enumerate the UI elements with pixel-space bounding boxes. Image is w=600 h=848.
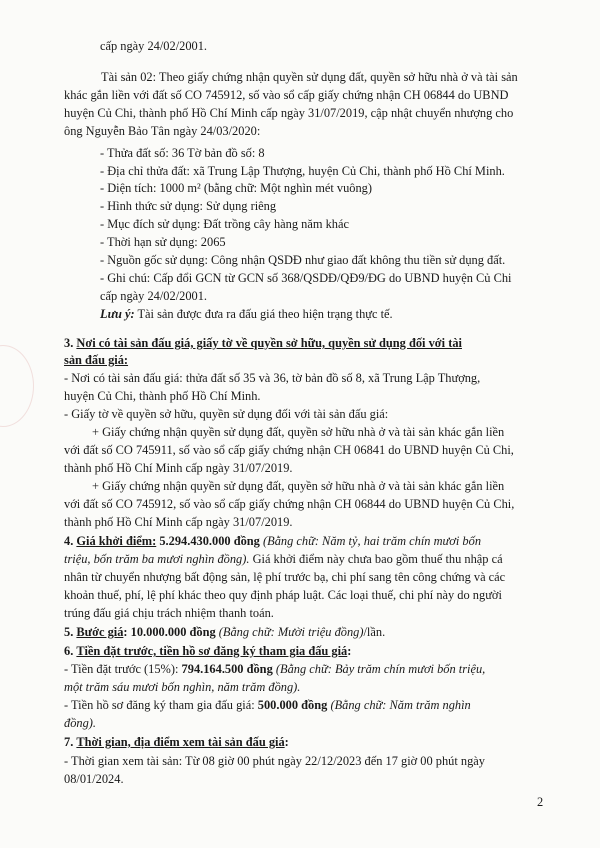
text-segment: cấp ngày 24/02/2001. xyxy=(100,289,208,303)
text-segment: Nơi có tài sản đấu giá, giấy tờ về quyền sở hữu, quyền sử dụng đối với tài xyxy=(76,336,462,350)
text-line xyxy=(100,289,207,304)
text-segment: - Tiền hồ sơ đăng ký tham gia đấu giá: xyxy=(64,698,258,712)
text-segment: 794.164.500 đồng xyxy=(181,662,273,676)
text-segment: 7. xyxy=(64,735,74,749)
text-segment: 500.000 đồng xyxy=(257,698,328,712)
text-segment: Bước giá xyxy=(76,625,124,639)
text-segment: : xyxy=(284,735,289,749)
text-segment: + Giấy chứng nhận quyền sử dụng đất, quyền sở hữu nhà ở và tài sản khác gắn liền xyxy=(92,425,505,439)
text-segment: Thời gian, địa điểm xem tài sản đấu giá xyxy=(76,735,285,749)
text-segment: - Thửa đất số: 36 Tờ bản đồ số: 8 xyxy=(100,146,265,160)
text-line xyxy=(64,588,502,603)
text-line xyxy=(64,371,480,386)
text-line xyxy=(64,443,514,458)
text-segment: - Ghi chú: Cấp đổi GCN từ GCN số 368/QSDĐ/QĐ9/ĐG do UBND huyện Củ Chi xyxy=(100,271,512,285)
text-segment: + Giấy chứng nhận quyền sử dụng đất, quyền sở hữu nhà ở và tài sản khác gắn liền xyxy=(92,479,505,493)
text-line xyxy=(64,680,300,695)
text-line xyxy=(100,307,393,322)
text-line xyxy=(64,754,485,769)
text-line xyxy=(100,39,207,54)
text-line xyxy=(92,425,504,440)
text-line xyxy=(92,479,504,494)
text-segment: - Thời gian xem tài sản: Từ 08 giờ 00 phút ngày 22/12/2023 đến 17 giờ 00 phút ngày xyxy=(64,754,485,768)
text-segment: triệu, bốn trăm ba mươi nghìn đồng). xyxy=(64,552,250,566)
text-segment: Tiền đặt trước, tiền hồ sơ đăng ký tham gia đấu giá xyxy=(76,644,348,658)
text-segment: đồng). xyxy=(64,716,97,730)
faded-stamp xyxy=(0,345,34,427)
text-segment: Tài sản 02: Theo giấy chứng nhận quyền sử dụng đất, quyền sở hữu nhà ở và tài sản xyxy=(101,70,518,84)
text-line xyxy=(100,164,505,179)
text-segment: (Bằng chữ: Mười triệu đồng) xyxy=(218,625,364,639)
text-segment: cấp ngày 24/02/2001. xyxy=(100,39,208,53)
text-segment: với đất số CO 745911, số vào sổ cấp giấy chứng nhận CH 06841 do UBND huyện Củ Chi, xyxy=(64,443,514,457)
text-segment: Tài sản được đưa ra đấu giá theo hiện trạng thực tế. xyxy=(134,307,393,321)
text-segment: khoản thuế, phí, lệ phí khác theo quy định pháp luật. Các loại thuế, chi phí này do người xyxy=(64,588,502,602)
section-heading xyxy=(64,644,351,659)
text-segment: Giá khởi điểm: xyxy=(76,534,157,548)
text-line xyxy=(64,606,274,621)
text-line xyxy=(64,88,508,103)
text-segment: 3. xyxy=(64,336,74,350)
text-segment: sản đấu giá: xyxy=(64,353,129,367)
text-segment: nhân từ chuyển nhượng bất động sản, lệ phí trước bạ, chi phí sang tên công chứng và các xyxy=(64,570,506,584)
text-segment: khác gắn liền với đất số CO 745912, số vào sổ cấp giấy chứng nhận CH 06844 do UBND xyxy=(64,88,509,102)
text-segment: - Hình thức sử dụng: Sử dụng riêng xyxy=(100,199,277,213)
text-segment: 6. xyxy=(64,644,74,658)
text-segment: thành phố Hồ Chí Minh cấp ngày 31/07/2019. xyxy=(64,515,293,529)
text-line xyxy=(64,772,124,787)
text-line xyxy=(100,181,372,196)
text-segment: - Địa chỉ thửa đất: xã Trung Lập Thượng, huyện Củ Chi, thành phố Hồ Chí Minh. xyxy=(100,164,505,178)
text-segment: ông Nguyễn Bảo Tân ngày 24/03/2020: xyxy=(64,124,261,138)
text-line xyxy=(64,515,293,530)
text-line xyxy=(100,199,276,214)
text-line xyxy=(64,461,293,476)
text-line xyxy=(100,271,511,286)
text-segment: với đất số CO 745912, số vào sổ cấp giấy chứng nhận CH 06844 do UBND huyện Củ Chi, xyxy=(64,497,515,511)
text-line xyxy=(64,106,513,121)
text-line xyxy=(64,570,505,585)
text-segment: (Bằng chữ: Năm trăm nghìn xyxy=(330,698,471,712)
text-line xyxy=(64,716,96,731)
text-segment: một trăm sáu mươi bốn nghìn, năm trăm đồng). xyxy=(64,680,301,694)
section-heading xyxy=(64,534,481,549)
text-line xyxy=(64,497,514,512)
text-segment: - Mục đích sử dụng: Đất trồng cây hàng năm khác xyxy=(100,217,349,231)
text-line xyxy=(100,146,265,161)
text-segment: : xyxy=(347,644,352,658)
text-segment: huyện Củ Chi, thành phố Hồ Chí Minh. xyxy=(64,389,261,403)
text-segment: (Bằng chữ: Năm tỷ, hai trăm chín mươi bốn xyxy=(263,534,482,548)
section-heading xyxy=(64,353,128,368)
text-segment: - Giấy tờ về quyền sở hữu, quyền sử dụng đối với tài sản đấu giá: xyxy=(64,407,389,421)
text-segment: 5.294.430.000 đồng xyxy=(159,534,260,548)
text-line xyxy=(101,70,518,85)
text-line xyxy=(100,235,226,250)
page-number: 2 xyxy=(537,795,544,809)
section-heading xyxy=(64,336,462,351)
text-segment: Giá khởi điểm này chưa bao gồm thuế thu nhập cá xyxy=(249,552,503,566)
text-line xyxy=(64,124,260,139)
text-line xyxy=(100,253,505,268)
text-segment: trúng đấu giá chịu trách nhiệm thanh toán. xyxy=(64,606,274,620)
text-segment: - Nguồn gốc sử dụng: Công nhận QSDĐ như giao đất không thu tiền sử dụng đất. xyxy=(100,253,506,267)
text-segment: huyện Củ Chi, thành phố Hồ Chí Minh cấp ngày 31/07/2019, cập nhật chuyển nhượng cho xyxy=(64,106,514,120)
text-segment: 10.000.000 đồng xyxy=(130,625,216,639)
text-line xyxy=(64,552,503,567)
text-segment: - Nơi có tài sản đấu giá: thửa đất số 35 và 36, tờ bản đồ số 8, xã Trung Lập Thượng, xyxy=(64,371,481,385)
text-segment: - Tiền đặt trước (15%): xyxy=(64,662,182,676)
text-segment: (Bằng chữ: Bảy trăm chín mươi bốn triệu, xyxy=(275,662,486,676)
text-segment: /lần. xyxy=(363,625,386,639)
text-line xyxy=(64,662,485,677)
text-line xyxy=(64,407,388,422)
text-segment: 4. xyxy=(64,534,74,548)
text-segment: 08/01/2024. xyxy=(64,772,124,786)
section-heading xyxy=(64,735,289,750)
text-segment: - Thời hạn sử dụng: 2065 xyxy=(100,235,226,249)
text-segment: thành phố Hồ Chí Minh cấp ngày 31/07/2019. xyxy=(64,461,293,475)
text-segment: Lưu ý: xyxy=(100,307,135,321)
text-line xyxy=(64,698,471,713)
text-segment: - Diện tích: 1000 m² (bằng chữ: Một nghìn mét vuông) xyxy=(100,181,372,195)
section-heading xyxy=(64,625,385,640)
text-segment: 5. xyxy=(64,625,74,639)
text-line xyxy=(64,389,261,404)
text-line xyxy=(100,217,349,232)
text-segment: : xyxy=(123,625,131,639)
